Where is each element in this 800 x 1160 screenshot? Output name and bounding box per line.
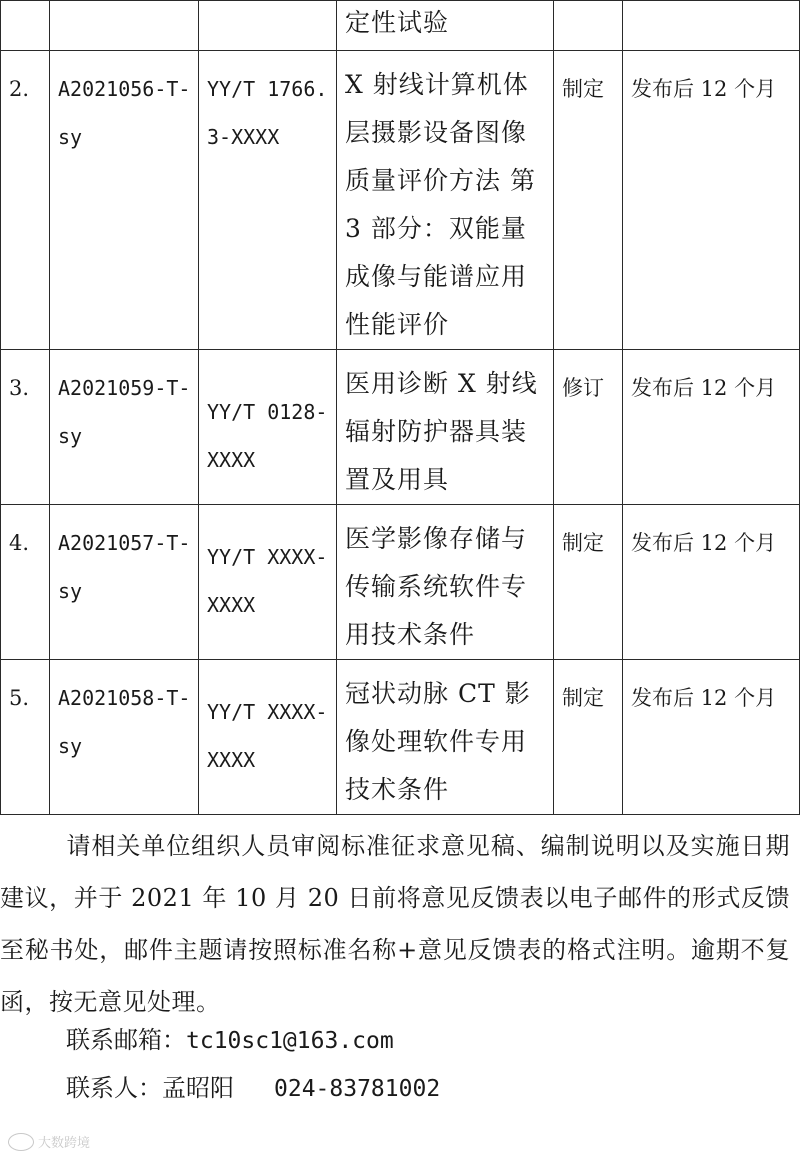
standard-name: 医学影像存储与传输系统软件专用技术条件 xyxy=(337,505,554,660)
table-row xyxy=(1,1,800,51)
standard-number: YY/T 0128-XXXX xyxy=(199,350,337,505)
revision-type: 修订 xyxy=(554,350,623,505)
contact-name: 孟昭阳 xyxy=(162,1074,234,1102)
project-code: A2021058-T-sy xyxy=(50,660,199,815)
table-row xyxy=(1,51,800,350)
project-code: A2021057-T-sy xyxy=(50,505,199,660)
implementation-date: 发布后 12 个月 xyxy=(623,350,800,505)
row-number: 2. xyxy=(1,51,50,350)
row-number: 3. xyxy=(1,350,50,505)
revision-type: 制定 xyxy=(554,505,623,660)
standard-number xyxy=(199,1,337,51)
table-row xyxy=(1,350,800,505)
standard-number: YY/T 1766.3-XXXX xyxy=(199,51,337,350)
project-code: A2021059-T-sy xyxy=(50,350,199,505)
watermark-logo-icon xyxy=(8,1133,34,1151)
email-label: 联系邮箱： xyxy=(66,1026,186,1054)
watermark-text: 大数跨境 xyxy=(38,1136,91,1151)
project-code xyxy=(50,1,199,51)
implementation-date: 发布后 12 个月 xyxy=(623,505,800,660)
implementation-date: 发布后 12 个月 xyxy=(623,51,800,350)
revision-type: 制定 xyxy=(554,51,623,350)
email-address[interactable]: tc10sc1@163.com xyxy=(186,1028,394,1054)
watermark xyxy=(8,1132,90,1151)
table-row xyxy=(1,505,800,660)
contact-label: 联系人： xyxy=(66,1074,162,1102)
row-number: 5. xyxy=(1,660,50,815)
notice-paragraph xyxy=(0,820,790,1028)
contact-line xyxy=(66,1068,440,1109)
contact-phone: 024-83781002 xyxy=(274,1076,441,1102)
row-number: 4. xyxy=(1,505,50,660)
implementation-date: 发布后 12 个月 xyxy=(623,660,800,815)
revision-type xyxy=(554,1,623,51)
row-number xyxy=(1,1,50,51)
revision-type: 制定 xyxy=(554,660,623,815)
standard-number: YY/T XXXX-XXXX xyxy=(199,505,337,660)
notice-text: 请相关单位组织人员审阅标准征求意见稿、编制说明以及实施日期建议，并于 2021 年 10 月 20 日前将意见反馈表以电子邮件的形式反馈至秘书处，邮件主题请按照标准名称+意见反馈表的格式注明。逾期不复函，按无意见处理。 xyxy=(0,832,790,1016)
standard-name: 医用诊断 X 射线辐射防护器具装置及用具 xyxy=(337,350,554,505)
project-code: A2021056-T-sy xyxy=(50,51,199,350)
table-row xyxy=(1,660,800,815)
standard-name: 冠状动脉 CT 影像处理软件专用技术条件 xyxy=(337,660,554,815)
standard-name: X 射线计算机体层摄影设备图像质量评价方法 第 3 部分：双能量成像与能谱应用性能评价 xyxy=(337,51,554,350)
implementation-date xyxy=(623,1,800,51)
standard-number: YY/T XXXX-XXXX xyxy=(199,660,337,815)
email-line xyxy=(66,1020,394,1061)
standard-name: 定性试验 xyxy=(337,1,554,51)
